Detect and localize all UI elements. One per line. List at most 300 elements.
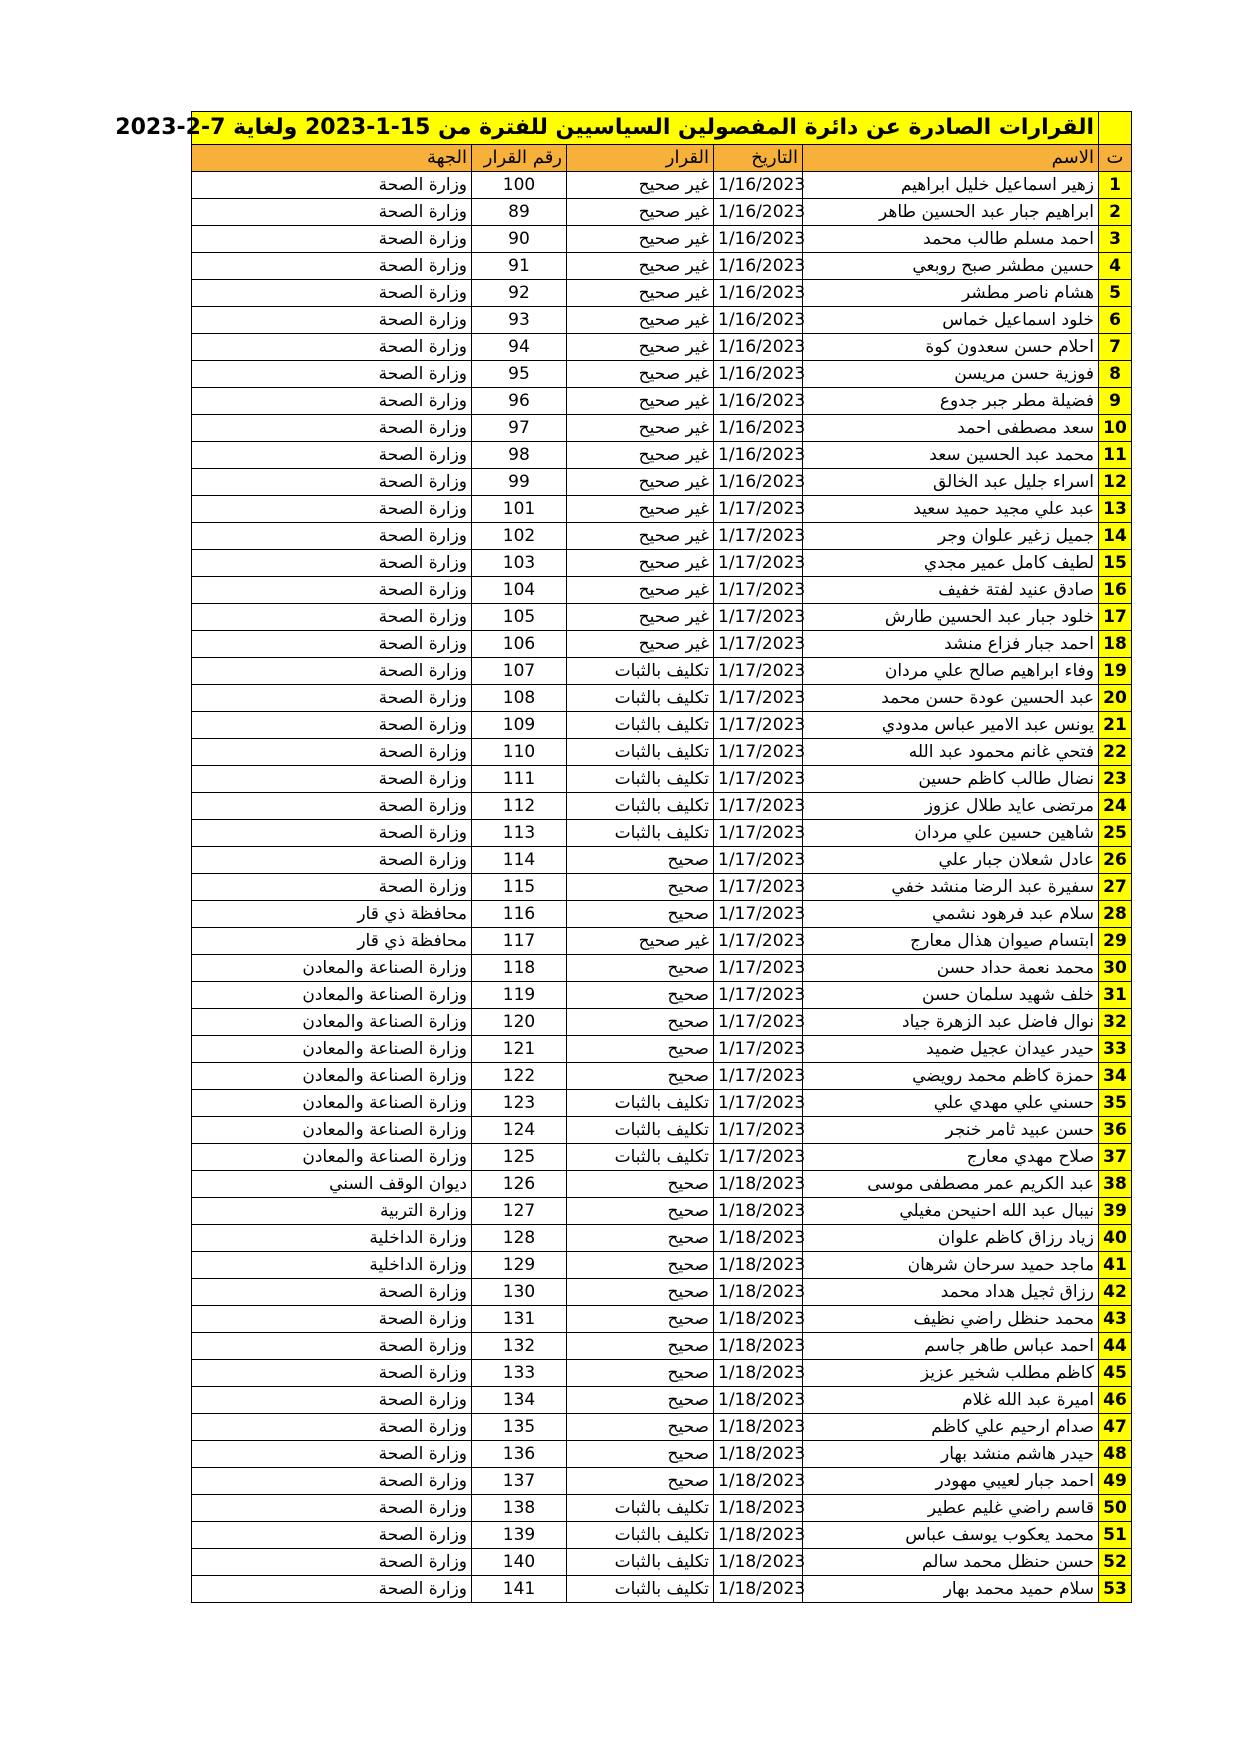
row-number: 19 <box>1099 658 1132 685</box>
decision-result: صحيح <box>567 1171 714 1198</box>
decision-date: 1/16/2023 <box>714 442 803 469</box>
row-number: 29 <box>1099 928 1132 955</box>
person-name: عبد الحسين عودة حسن محمد <box>803 685 1099 712</box>
table-row <box>192 1522 1132 1549</box>
entity-name: وزارة الصحة <box>192 1360 472 1387</box>
person-name: خلود جبار عبد الحسين طارش <box>803 604 1099 631</box>
decision-date: 1/18/2023 <box>714 1306 803 1333</box>
decision-result: صحيح <box>567 1036 714 1063</box>
decision-result: غير صحيح <box>567 280 714 307</box>
decision-date: 1/17/2023 <box>714 874 803 901</box>
person-name: صلاح مهدي معارج <box>803 1144 1099 1171</box>
decision-number: 139 <box>472 1522 567 1549</box>
entity-name: وزارة الصحة <box>192 253 472 280</box>
entity-name: وزارة الصحة <box>192 172 472 199</box>
person-name: عبد علي مجيد حميد سعيد <box>803 496 1099 523</box>
decision-number: 111 <box>472 766 567 793</box>
decision-date: 1/17/2023 <box>714 928 803 955</box>
row-number: 36 <box>1099 1117 1132 1144</box>
row-number: 1 <box>1099 172 1132 199</box>
decision-result: تكليف بالثبات <box>567 712 714 739</box>
decision-number: 138 <box>472 1495 567 1522</box>
row-number: 5 <box>1099 280 1132 307</box>
decision-result: تكليف بالثبات <box>567 1576 714 1603</box>
row-number: 35 <box>1099 1090 1132 1117</box>
decision-result: غير صحيح <box>567 307 714 334</box>
decision-date: 1/17/2023 <box>714 820 803 847</box>
entity-name: وزارة الصحة <box>192 1522 472 1549</box>
decision-result: صحيح <box>567 955 714 982</box>
decision-date: 1/18/2023 <box>714 1468 803 1495</box>
row-number: 32 <box>1099 1009 1132 1036</box>
decision-number: 124 <box>472 1117 567 1144</box>
decision-number: 128 <box>472 1225 567 1252</box>
header-entity: الجهة <box>192 145 472 172</box>
row-number: 50 <box>1099 1495 1132 1522</box>
decision-date: 1/16/2023 <box>714 334 803 361</box>
decision-date: 1/18/2023 <box>714 1360 803 1387</box>
row-number: 44 <box>1099 1333 1132 1360</box>
row-number: 46 <box>1099 1387 1132 1414</box>
decision-result: غير صحيح <box>567 388 714 415</box>
decision-result: صحيح <box>567 874 714 901</box>
decision-result: غير صحيح <box>567 172 714 199</box>
row-number: 42 <box>1099 1279 1132 1306</box>
row-number: 25 <box>1099 820 1132 847</box>
table-row <box>192 712 1132 739</box>
person-name: محمد حنظل راضي نظيف <box>803 1306 1099 1333</box>
person-name: صدام ارحيم علي كاظم <box>803 1414 1099 1441</box>
table-row <box>192 1441 1132 1468</box>
table-row <box>192 1063 1132 1090</box>
table-row <box>192 1009 1132 1036</box>
decision-date: 1/16/2023 <box>714 226 803 253</box>
decision-result: غير صحيح <box>567 928 714 955</box>
decision-result: تكليف بالثبات <box>567 1522 714 1549</box>
entity-name: وزارة الصحة <box>192 874 472 901</box>
decision-result: تكليف بالثبات <box>567 820 714 847</box>
decision-date: 1/17/2023 <box>714 631 803 658</box>
decision-result: صحيح <box>567 1414 714 1441</box>
entity-name: وزارة الصحة <box>192 415 472 442</box>
decision-date: 1/18/2023 <box>714 1198 803 1225</box>
table-row <box>192 1225 1132 1252</box>
row-number: 2 <box>1099 199 1132 226</box>
person-name: حمزة كاظم محمد رويضي <box>803 1063 1099 1090</box>
row-number: 31 <box>1099 982 1132 1009</box>
decision-result: غير صحيح <box>567 334 714 361</box>
person-name: محمد عبد الحسين سعد <box>803 442 1099 469</box>
person-name: زهير اسماعيل خليل ابراهيم <box>803 172 1099 199</box>
decision-date: 1/18/2023 <box>714 1279 803 1306</box>
table-row <box>192 577 1132 604</box>
entity-name: وزارة الصحة <box>192 631 472 658</box>
table-row <box>192 739 1132 766</box>
decision-result: غير صحيح <box>567 361 714 388</box>
table-row <box>192 1333 1132 1360</box>
decision-result: تكليف بالثبات <box>567 1549 714 1576</box>
decision-date: 1/16/2023 <box>714 388 803 415</box>
decision-result: صحيح <box>567 1279 714 1306</box>
decision-date: 1/17/2023 <box>714 1117 803 1144</box>
table-row <box>192 928 1132 955</box>
table-row <box>192 793 1132 820</box>
row-number: 9 <box>1099 388 1132 415</box>
table-title: القرارات الصادرة عن دائرة المفصولين السياسيين للفترة من 15-1-2023 ولغاية 7-2-2023 <box>192 112 1099 145</box>
table-row <box>192 523 1132 550</box>
entity-name: وزارة الصحة <box>192 550 472 577</box>
entity-name: وزارة الصحة <box>192 685 472 712</box>
row-number: 37 <box>1099 1144 1132 1171</box>
entity-name: وزارة الصحة <box>192 847 472 874</box>
decision-number: 105 <box>472 604 567 631</box>
decision-number: 103 <box>472 550 567 577</box>
decision-number: 101 <box>472 496 567 523</box>
entity-name: وزارة الصناعة والمعادن <box>192 982 472 1009</box>
decision-number: 110 <box>472 739 567 766</box>
person-name: خلف شهيد سلمان حسن <box>803 982 1099 1009</box>
header-date: التاريخ <box>714 145 803 172</box>
table-row <box>192 280 1132 307</box>
row-number: 17 <box>1099 604 1132 631</box>
decision-result: غير صحيح <box>567 496 714 523</box>
row-number: 23 <box>1099 766 1132 793</box>
person-name: سلام حميد محمد بهار <box>803 1576 1099 1603</box>
row-number: 3 <box>1099 226 1132 253</box>
table-row <box>192 1198 1132 1225</box>
decision-result: صحيح <box>567 1441 714 1468</box>
decision-result: تكليف بالثبات <box>567 1495 714 1522</box>
person-name: كاظم مطلب شخير عزيز <box>803 1360 1099 1387</box>
row-number: 38 <box>1099 1171 1132 1198</box>
person-name: احمد عباس طاهر جاسم <box>803 1333 1099 1360</box>
decision-result: صحيح <box>567 1009 714 1036</box>
decision-date: 1/17/2023 <box>714 1009 803 1036</box>
decision-result: صحيح <box>567 1468 714 1495</box>
entity-name: وزارة الصناعة والمعادن <box>192 1090 472 1117</box>
decision-number: 109 <box>472 712 567 739</box>
table-row <box>192 334 1132 361</box>
table-row <box>192 820 1132 847</box>
person-name: احلام حسن سعدون كوة <box>803 334 1099 361</box>
row-number: 48 <box>1099 1441 1132 1468</box>
decision-date: 1/18/2023 <box>714 1225 803 1252</box>
decision-date: 1/17/2023 <box>714 982 803 1009</box>
decision-number: 102 <box>472 523 567 550</box>
decision-date: 1/17/2023 <box>714 847 803 874</box>
decision-result: غير صحيح <box>567 523 714 550</box>
decision-date: 1/17/2023 <box>714 685 803 712</box>
table-row <box>192 469 1132 496</box>
table-row <box>192 1144 1132 1171</box>
decision-result: تكليف بالثبات <box>567 685 714 712</box>
entity-name: وزارة الصحة <box>192 1468 472 1495</box>
decision-result: تكليف بالثبات <box>567 658 714 685</box>
row-number: 27 <box>1099 874 1132 901</box>
person-name: نوال فاضل عبد الزهرة جياد <box>803 1009 1099 1036</box>
header-decision-number: رقم القرار <box>472 145 567 172</box>
person-name: حسين مطشر صبح روبعي <box>803 253 1099 280</box>
header-name: الاسم <box>803 145 1099 172</box>
decision-number: 140 <box>472 1549 567 1576</box>
decision-date: 1/18/2023 <box>714 1441 803 1468</box>
table-row <box>192 496 1132 523</box>
decision-result: غير صحيح <box>567 469 714 496</box>
decision-number: 134 <box>472 1387 567 1414</box>
person-name: نيبال عبد الله احنيحن مغيلي <box>803 1198 1099 1225</box>
decision-date: 1/18/2023 <box>714 1252 803 1279</box>
decision-number: 113 <box>472 820 567 847</box>
decision-result: صحيح <box>567 1360 714 1387</box>
decision-result: غير صحيح <box>567 226 714 253</box>
decision-date: 1/16/2023 <box>714 199 803 226</box>
entity-name: وزارة الصحة <box>192 280 472 307</box>
person-name: جميل زغير علوان وجر <box>803 523 1099 550</box>
header-row <box>192 145 1132 172</box>
entity-name: وزارة الصحة <box>192 226 472 253</box>
decision-date: 1/16/2023 <box>714 280 803 307</box>
table-row <box>192 1036 1132 1063</box>
decision-result: تكليف بالثبات <box>567 739 714 766</box>
decision-date: 1/17/2023 <box>714 739 803 766</box>
decision-result: تكليف بالثبات <box>567 766 714 793</box>
decision-date: 1/17/2023 <box>714 793 803 820</box>
decision-number: 107 <box>472 658 567 685</box>
person-name: زياد رزاق كاظم علوان <box>803 1225 1099 1252</box>
decision-number: 129 <box>472 1252 567 1279</box>
decision-date: 1/16/2023 <box>714 415 803 442</box>
decision-date: 1/17/2023 <box>714 496 803 523</box>
entity-name: وزارة الصحة <box>192 334 472 361</box>
decision-date: 1/17/2023 <box>714 712 803 739</box>
table-row <box>192 766 1132 793</box>
person-name: احمد جبار فزاع منشد <box>803 631 1099 658</box>
decision-date: 1/17/2023 <box>714 523 803 550</box>
table-row <box>192 1360 1132 1387</box>
decision-number: 130 <box>472 1279 567 1306</box>
entity-name: وزارة الصحة <box>192 1495 472 1522</box>
decision-result: غير صحيح <box>567 577 714 604</box>
entity-name: وزارة الصحة <box>192 361 472 388</box>
decision-date: 1/16/2023 <box>714 307 803 334</box>
entity-name: وزارة الصناعة والمعادن <box>192 1009 472 1036</box>
table-row <box>192 307 1132 334</box>
decision-result: صحيح <box>567 1225 714 1252</box>
header-decision: القرار <box>567 145 714 172</box>
decision-date: 1/17/2023 <box>714 766 803 793</box>
table-row <box>192 685 1132 712</box>
decision-date: 1/17/2023 <box>714 1144 803 1171</box>
decision-date: 1/17/2023 <box>714 955 803 982</box>
entity-name: محافظة ذي قار <box>192 901 472 928</box>
person-name: سعد مصطفى احمد <box>803 415 1099 442</box>
decision-result: تكليف بالثبات <box>567 793 714 820</box>
decision-result: صحيح <box>567 1306 714 1333</box>
row-number: 20 <box>1099 685 1132 712</box>
row-number: 14 <box>1099 523 1132 550</box>
decision-date: 1/18/2023 <box>714 1576 803 1603</box>
person-name: رزاق ثجيل هداد محمد <box>803 1279 1099 1306</box>
decision-number: 125 <box>472 1144 567 1171</box>
entity-name: وزارة الصحة <box>192 523 472 550</box>
entity-name: وزارة الداخلية <box>192 1225 472 1252</box>
title-row <box>192 112 1132 145</box>
entity-name: وزارة الصناعة والمعادن <box>192 1036 472 1063</box>
table-row <box>192 1306 1132 1333</box>
decision-date: 1/18/2023 <box>714 1495 803 1522</box>
entity-name: وزارة الصحة <box>192 820 472 847</box>
row-number: 52 <box>1099 1549 1132 1576</box>
decision-date: 1/18/2023 <box>714 1333 803 1360</box>
decision-result: صحيح <box>567 1333 714 1360</box>
decision-number: 93 <box>472 307 567 334</box>
decision-number: 133 <box>472 1360 567 1387</box>
person-name: احمد مسلم طالب محمد <box>803 226 1099 253</box>
entity-name: محافظة ذي قار <box>192 928 472 955</box>
person-name: شاهين حسين علي مردان <box>803 820 1099 847</box>
decision-result: صحيح <box>567 982 714 1009</box>
person-name: يونس عبد الامير عباس مدودي <box>803 712 1099 739</box>
decision-date: 1/17/2023 <box>714 550 803 577</box>
person-name: صادق عنيد لفتة خفيف <box>803 577 1099 604</box>
decision-result: صحيح <box>567 901 714 928</box>
decision-date: 1/17/2023 <box>714 901 803 928</box>
decisions-sheet <box>115 111 1131 1603</box>
entity-name: وزارة الصحة <box>192 1387 472 1414</box>
person-name: وفاء ابراهيم صالح علي مردان <box>803 658 1099 685</box>
row-number: 43 <box>1099 1306 1132 1333</box>
person-name: حيدر عيدان عجيل ضميد <box>803 1036 1099 1063</box>
row-number: 41 <box>1099 1252 1132 1279</box>
decision-date: 1/17/2023 <box>714 1036 803 1063</box>
row-number: 12 <box>1099 469 1132 496</box>
row-number: 8 <box>1099 361 1132 388</box>
table-row <box>192 172 1132 199</box>
entity-name: وزارة التربية <box>192 1198 472 1225</box>
decision-date: 1/18/2023 <box>714 1171 803 1198</box>
table-row <box>192 226 1132 253</box>
row-number: 21 <box>1099 712 1132 739</box>
person-name: حسني علي مهدي علي <box>803 1090 1099 1117</box>
entity-name: وزارة الصحة <box>192 496 472 523</box>
person-name: اسراء جليل عبد الخالق <box>803 469 1099 496</box>
decision-date: 1/18/2023 <box>714 1414 803 1441</box>
entity-name: وزارة الصناعة والمعادن <box>192 1144 472 1171</box>
decision-result: غير صحيح <box>567 550 714 577</box>
row-number: 47 <box>1099 1414 1132 1441</box>
person-name: محمد نعمة حداد حسن <box>803 955 1099 982</box>
person-name: محمد يعكوب يوسف عباس <box>803 1522 1099 1549</box>
decision-number: 117 <box>472 928 567 955</box>
decision-date: 1/16/2023 <box>714 172 803 199</box>
decision-number: 116 <box>472 901 567 928</box>
table-row <box>192 1468 1132 1495</box>
decision-number: 95 <box>472 361 567 388</box>
decision-number: 98 <box>472 442 567 469</box>
table-row <box>192 1414 1132 1441</box>
decision-number: 127 <box>472 1198 567 1225</box>
person-name: فضيلة مطر جبر جدوع <box>803 388 1099 415</box>
row-number: 34 <box>1099 1063 1132 1090</box>
table-row <box>192 361 1132 388</box>
decision-number: 92 <box>472 280 567 307</box>
decision-number: 131 <box>472 1306 567 1333</box>
entity-name: وزارة الصناعة والمعادن <box>192 955 472 982</box>
decision-result: صحيح <box>567 847 714 874</box>
decision-number: 91 <box>472 253 567 280</box>
decision-result: صحيح <box>567 1387 714 1414</box>
decision-result: صحيح <box>567 1198 714 1225</box>
table-row <box>192 442 1132 469</box>
entity-name: ديوان الوقف السني <box>192 1171 472 1198</box>
person-name: احمد جبار لعيبي مهودر <box>803 1468 1099 1495</box>
decision-number: 89 <box>472 199 567 226</box>
decision-result: غير صحيح <box>567 604 714 631</box>
decision-result: غير صحيح <box>567 631 714 658</box>
entity-name: وزارة الصحة <box>192 1441 472 1468</box>
entity-name: وزارة الصحة <box>192 1279 472 1306</box>
decision-number: 108 <box>472 685 567 712</box>
decision-number: 97 <box>472 415 567 442</box>
table-row <box>192 199 1132 226</box>
table-body <box>192 172 1132 1603</box>
decision-number: 94 <box>472 334 567 361</box>
entity-name: وزارة الصحة <box>192 307 472 334</box>
table-row <box>192 550 1132 577</box>
decision-result: تكليف بالثبات <box>567 1117 714 1144</box>
person-name: عبد الكريم عمر مصطفى موسى <box>803 1171 1099 1198</box>
entity-name: وزارة الصحة <box>192 739 472 766</box>
decision-date: 1/17/2023 <box>714 604 803 631</box>
decision-number: 136 <box>472 1441 567 1468</box>
row-number: 33 <box>1099 1036 1132 1063</box>
decision-number: 100 <box>472 172 567 199</box>
decision-result: تكليف بالثبات <box>567 1144 714 1171</box>
decision-date: 1/18/2023 <box>714 1549 803 1576</box>
decision-number: 135 <box>472 1414 567 1441</box>
person-name: فتحي غانم محمود عبد الله <box>803 739 1099 766</box>
table-row <box>192 847 1132 874</box>
table-row <box>192 253 1132 280</box>
entity-name: وزارة الصحة <box>192 442 472 469</box>
entity-name: وزارة الصحة <box>192 1306 472 1333</box>
row-number: 15 <box>1099 550 1132 577</box>
table-row <box>192 604 1132 631</box>
person-name: لطيف كامل عمير مجدي <box>803 550 1099 577</box>
row-number: 24 <box>1099 793 1132 820</box>
table-row <box>192 982 1132 1009</box>
title-corner-cell <box>1099 112 1132 145</box>
table-row <box>192 955 1132 982</box>
entity-name: وزارة الصحة <box>192 604 472 631</box>
table-row <box>192 415 1132 442</box>
row-number: 45 <box>1099 1360 1132 1387</box>
decision-number: 104 <box>472 577 567 604</box>
table-row <box>192 901 1132 928</box>
decision-number: 122 <box>472 1063 567 1090</box>
person-name: ابتسام صيوان هذال معارج <box>803 928 1099 955</box>
decision-date: 1/17/2023 <box>714 577 803 604</box>
row-number: 39 <box>1099 1198 1132 1225</box>
decision-number: 120 <box>472 1009 567 1036</box>
row-number: 10 <box>1099 415 1132 442</box>
decision-number: 114 <box>472 847 567 874</box>
person-name: اميرة عبد الله غلام <box>803 1387 1099 1414</box>
decision-result: صحيح <box>567 1063 714 1090</box>
decision-number: 96 <box>472 388 567 415</box>
decision-date: 1/18/2023 <box>714 1522 803 1549</box>
decisions-table <box>115 111 1132 1603</box>
